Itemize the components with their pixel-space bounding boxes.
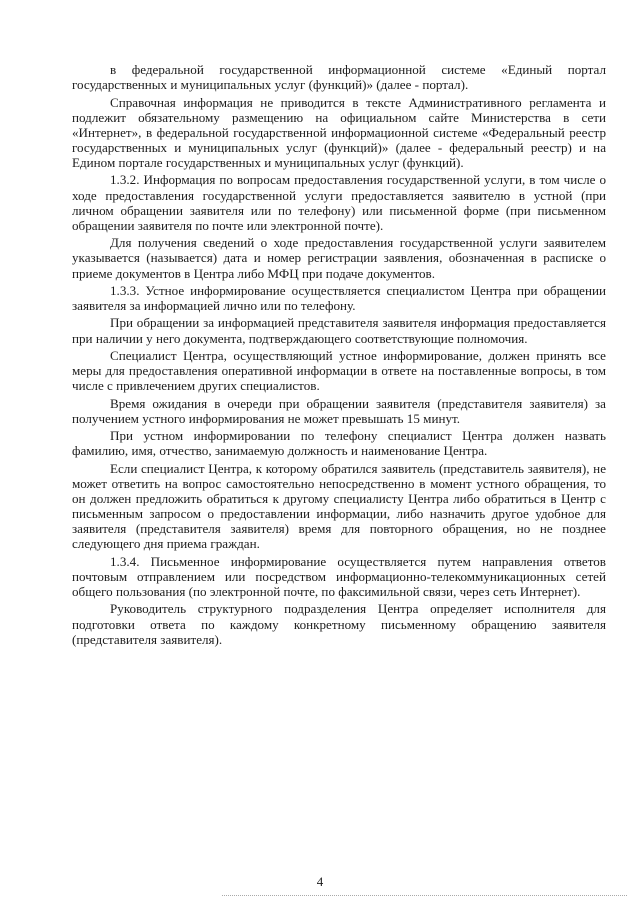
scan-edge-line	[222, 895, 627, 896]
paragraph-status-request: Для получения сведений о ходе предоставления государственной услуги заявителем указывается (называется) дата и номер регистрации заявления, обозначенная в расписке о приеме документов в Центра либо МФЦ при подаче документов.	[72, 235, 606, 281]
paragraph-waiting-time: Время ожидания в очереди при обращении заявителя (представителя заявителя) за получением устного информирования не может превышать 15 минут.	[72, 395, 606, 426]
paragraph-representative: При обращении за информацией представителя заявителя информация предоставляется при наличии у него документа, подтверждающего соответствующие полномочия.	[72, 315, 606, 346]
paragraph-specialist-measures: Специалист Центра, осуществляющий устное информирование, должен принять все меры для предоставления оперативной информации в ответе на поставленные вопросы, в том числе с привлечением других специалистов.	[72, 347, 606, 394]
document-body	[72, 62, 606, 649]
paragraph-phone-info: При устном информировании по телефону специалист Центра должен назвать фамилию, имя, отчество, занимаемую должность и наименование Центра.	[72, 428, 606, 459]
paragraph-reference-info: Справочная информация не приводится в тексте Административного регламента и подлежит обязательному размещению на официальном сайте Министерства в сети «Интернет», в федеральной государственной информационной системе «Федеральный реестр государственных и муниципальных услуг (функций)» (далее - федеральный реестр) и на Едином портале государственных и муниципальных услуг (функций).	[72, 94, 606, 171]
paragraph-1-3-3: 1.3.3. Устное информирование осуществляется специалистом Центра при обращении заявителя за информацией лично или по телефону.	[72, 282, 606, 314]
paragraph-portal-definition: в федеральной государственной информационной системе «Единый портал государственных и муниципальных услуг (функций)» (далее - портал).	[72, 62, 606, 93]
paragraph-redirect: Если специалист Центра, к которому обратился заявитель (представитель заявителя), не может ответить на вопрос самостоятельно непосредственно в момент устного обращения, то он должен предложить обратиться к другому специалисту Центра либо обратиться в Центр с письменным запросом о предоставлении информации, либо назначить другое удобное для заявителя (представителя заявителя) время для повторного обращения, но не позднее следующего дня приема граждан.	[72, 460, 606, 552]
paragraph-executor: Руководитель структурного подразделения Центра определяет исполнителя для подготовки ответа по каждому конкретному письменному обращению заявителя (представителя заявителя).	[72, 601, 606, 647]
paragraph-1-3-2: 1.3.2. Информация по вопросам предоставления государственной услуги, в том числе о ходе предоставления государственной услуги предоставляется заявителю в устной (при личном обращении заявителя или по телефону) или письменной форме (при письменном обращении заявителя по почте или электронной почте).	[72, 172, 606, 233]
page-number: 4	[316, 874, 324, 889]
paragraph-1-3-4: 1.3.4. Письменное информирование осуществляется путем направления ответов почтовым отправлением или посредством информационно-телекоммуникационных сетей общего пользования (по электронной почте, по факсимильной связи, через сеть Интернет).	[72, 553, 606, 600]
